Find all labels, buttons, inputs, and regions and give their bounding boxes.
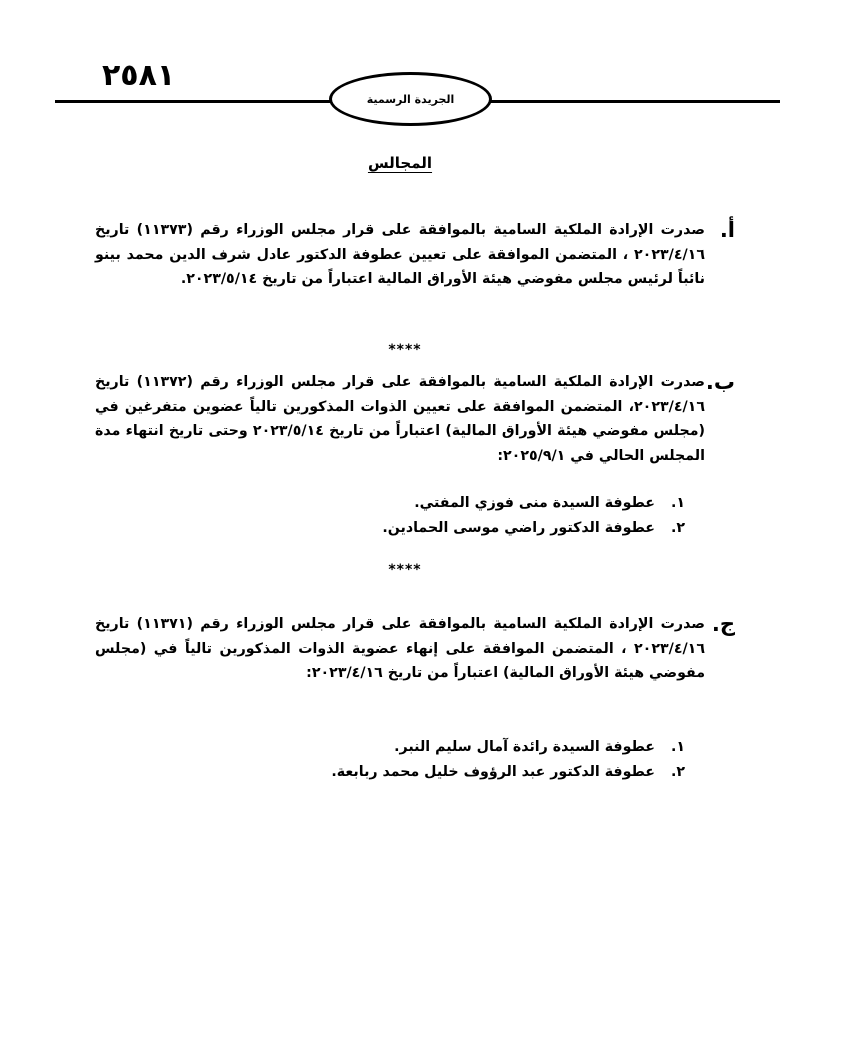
separator: ****: [388, 562, 422, 578]
list-name: عطوفة الدكتور عبد الرؤوف خليل محمد ربابعة.: [331, 764, 655, 780]
appointees-list: [200, 491, 685, 541]
item-text: صدرت الإرادة الملكية السامية بالموافقة على قرار مجلس الوزراء رقم (١١٣٧١) تاريخ ٢٠٢٣/٤/١٦ ، المتضمن الموافقة على إنهاء عضوية الذوات المذكورين تالياً في (مجلس مفوضي هيئة الأوراق المالية) اعتباراً من تاريخ ٢٠٢٣/٤/١٦:: [95, 616, 705, 681]
gazette-name: الجريدة الرسمية: [366, 92, 455, 106]
item-letter: ج.: [711, 612, 735, 636]
decree-item-a: [95, 218, 735, 292]
item-text: صدرت الإرادة الملكية السامية بالموافقة على قرار مجلس الوزراء رقم (١١٣٧٣) تاريخ ٢٠٢٣/٤/١٦ ، المتضمن الموافقة على تعيين عطوفة الدكتور عادل شرف الدين محمد بينو نائباً لرئيس مجلس مفوضي هيئة الأوراق المالية اعتباراً من تاريخ ٢٠٢٣/٥/١٤.: [95, 222, 705, 287]
gazette-name-oval: [329, 72, 492, 126]
list-number: ٢.: [670, 764, 685, 780]
list-number: ١.: [670, 495, 685, 511]
list-number: ١.: [670, 739, 685, 755]
list-name: عطوفة السيدة رائدة آمال سليم النبر.: [394, 739, 655, 755]
list-name: عطوفة الدكتور راضي موسى الحمادين.: [382, 520, 655, 536]
list-number: ٢.: [670, 520, 685, 536]
item-letter: ب.: [705, 370, 735, 394]
item-letter: أ.: [719, 218, 735, 242]
decree-item-b: [95, 370, 735, 468]
list-name: عطوفة السيدة منى فوزي المفتي.: [414, 495, 655, 511]
list-item: [200, 760, 685, 785]
section-title: المجالس: [367, 154, 433, 172]
terminated-members-list: [200, 735, 685, 785]
separator: ****: [388, 342, 422, 358]
item-text: صدرت الإرادة الملكية السامية بالموافقة على قرار مجلس الوزراء رقم (١١٣٧٢) تاريخ ٢٠٢٣/٤/١٦، المتضمن الموافقة على تعيين الذوات المذكورين تالياً عضوين متفرغين في (مجلس مفوضي هيئة الأوراق المالية) اعتباراً من تاريخ ٢٠٢٣/٥/١٤ وحتى تاريخ انتهاء مدة المجلس الحالي في ٢٠٢٥/٩/١:: [95, 374, 705, 464]
page-number: ٢٥٨١: [102, 58, 176, 93]
list-item: [200, 491, 685, 516]
list-item: [200, 735, 685, 760]
list-item: [200, 516, 685, 541]
decree-item-c: [95, 612, 735, 686]
